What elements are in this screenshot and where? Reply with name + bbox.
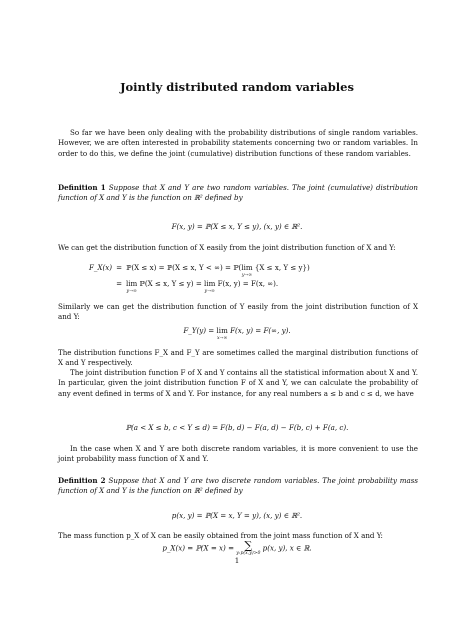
marginal-pmf-intro: The mass function p_X of X can be easily obtained from the joint mass function of X and Y: — [58, 531, 383, 540]
fx-row2-limit: lim y→∞ — [126, 279, 138, 294]
joint-info-paragraph: The joint distribution function F of X and Y contains all the statistical information about X and Y. In particular, given the joint distribution function F of X and Y, we can calculate the probability of any event defined in terms of X and Y. For instance, for any real numbers a ≤ b and c ≤ d, we have — [58, 368, 418, 398]
fx-row1: ℙ(X ≤ x) = ℙ(X ≤ x, Y < ∞) = ℙ( — [126, 263, 242, 272]
discrete-case-paragraph: In the case when X and Y are both discrete random variables, it is more convenient to use the joint probability mass function of X and Y. — [58, 444, 418, 464]
fx-row2-limit-2: lim y→∞ — [204, 279, 216, 294]
marginal-definition-paragraph: The distribution functions F_X and F_Y are sometimes called the marginal distribution functions of X and Y respectively. — [58, 348, 418, 368]
joint-pmf-formula: p(x, y) = ℙ(X = x, Y = y), (x, y) ∈ ℝ². — [171, 511, 303, 520]
marginal-y-intro: Similarly we can get the distribution function of Y easily from the joint distribution function of X and Y: — [58, 302, 418, 322]
fx-lhs: F_X(x) — [89, 263, 113, 272]
fx-row2-mid: ℙ(X ≤ x, Y ≤ y) = — [139, 279, 202, 288]
definition-1-text: Suppose that X and Y are two random variables. The joint (cumulative) distribution function of X and Y is the function on ℝ² defined by — [58, 183, 418, 203]
joint-cdf-formula: F(x, y) = ℙ(X ≤ x, Y ≤ y), (x, y) ∈ ℝ². — [171, 222, 303, 231]
fx-eq-sign-2: = — [116, 279, 123, 288]
marginal-x-intro: We can get the distribution function of X easily from the joint distribution function of X and Y: — [58, 243, 396, 252]
definition-1 — [58, 183, 418, 204]
definition-2 — [58, 476, 418, 497]
page-number: 1 — [234, 556, 240, 565]
fx-row2-rest: F(x, y) = F(x, ∞). — [217, 279, 279, 288]
fx-row1-rest: {X ≤ x, Y ≤ y}) — [254, 263, 310, 272]
definition-2-text: Suppose that X and Y are two discrete random variables. The joint probability mass function of X and Y is the function on ℝ² defined by — [58, 476, 418, 496]
paper-title: Jointly distributed random variables — [120, 80, 354, 94]
intro-paragraph: So far we have been only dealing with the probability distributions of single random variables. However, we are often interested in probability statements concerning two or random variables. In order to do this, we define the joint (cumulative) distribution functions of these random variables. — [58, 128, 418, 158]
marginal-x-derivation — [87, 262, 312, 294]
fx-eq-sign: = — [116, 263, 123, 272]
definition-1-label: Definition 1 — [58, 183, 106, 192]
definition-2-label: Definition 2 — [58, 476, 106, 485]
marginal-y-formula: F_Y(y) = lim x→∞ F(x, y) = F(∞, y). — [183, 326, 291, 341]
marginal-pmf-formula: p_X(x) = ℙ(X = x) = ∑ y:p(x,y)>0 p(x, y), x ∈ ℝ. — [162, 539, 312, 556]
fx-row1-limit: lim y→∞ — [241, 263, 253, 278]
rectangle-probability-formula: ℙ(a < X ≤ b, c < Y ≤ d) = F(b, d) − F(a, d) − F(b, c) + F(a, c). — [125, 423, 349, 432]
